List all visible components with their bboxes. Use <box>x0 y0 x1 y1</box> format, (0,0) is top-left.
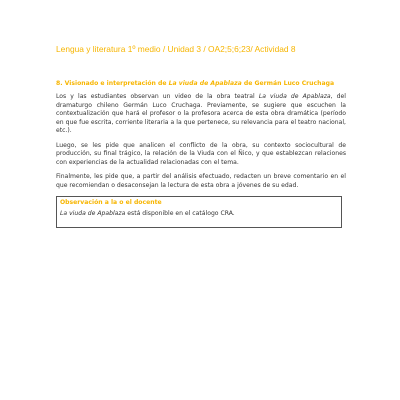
section-title-work: La viuda de Apablaza <box>168 80 242 87</box>
paragraph-1 <box>56 93 346 136</box>
teacher-note-title: Observación a la o el docente <box>60 199 162 206</box>
paragraph-1-work-title: La viuda de Apablaza <box>258 93 331 100</box>
section-title <box>56 80 346 87</box>
paragraph-2-text: Luego, se les pide que analicen el conflicto de la obra, su contexto sociocultural de producción, su final trágico, la relación de la Viuda con el Ñico, y que establezcan relaciones con experiencias de la actualidad relacionadas con el tema. <box>56 141 346 166</box>
teacher-note-work-title: La viuda de Apablaza <box>60 210 126 217</box>
section-title-prefix: 8. Visionado e interpretación de <box>56 80 169 87</box>
paragraph-2 <box>56 142 346 168</box>
paragraph-3 <box>56 173 346 190</box>
paragraph-1-after: , del dramaturgo chileno Germán Luco Cruchaga. Previamente, se sugiere que escuchen la contextualización que hará el profesor o la profesora acerca de esta obra dramática (período en que fue escrita, corriente literaria a la que pertenece, su relevancia para el teatro nacional, etc.). <box>56 93 346 134</box>
section-title-suffix: de Germán Luco Cruchaga <box>241 80 335 87</box>
activity-section <box>56 80 346 228</box>
teacher-note-body: está disponible en el catálogo CRA. <box>125 210 235 217</box>
teacher-note-box <box>56 196 342 228</box>
paragraph-1-before: Los y las estudiantes observan un video de la obra teatral <box>56 93 259 100</box>
paragraph-3-text: Finalmente, les pide que, a partir del análisis efectuado, redacten un breve comentario en el que recomiendan o desaconsejan la lectura de esta obra a jóvenes de su edad. <box>56 173 346 189</box>
breadcrumb-header: Lengua y literatura 1º medio / Unidad 3 / OA2;5;6;23/ Actividad 8 <box>56 44 296 54</box>
teacher-note-text <box>60 210 338 218</box>
